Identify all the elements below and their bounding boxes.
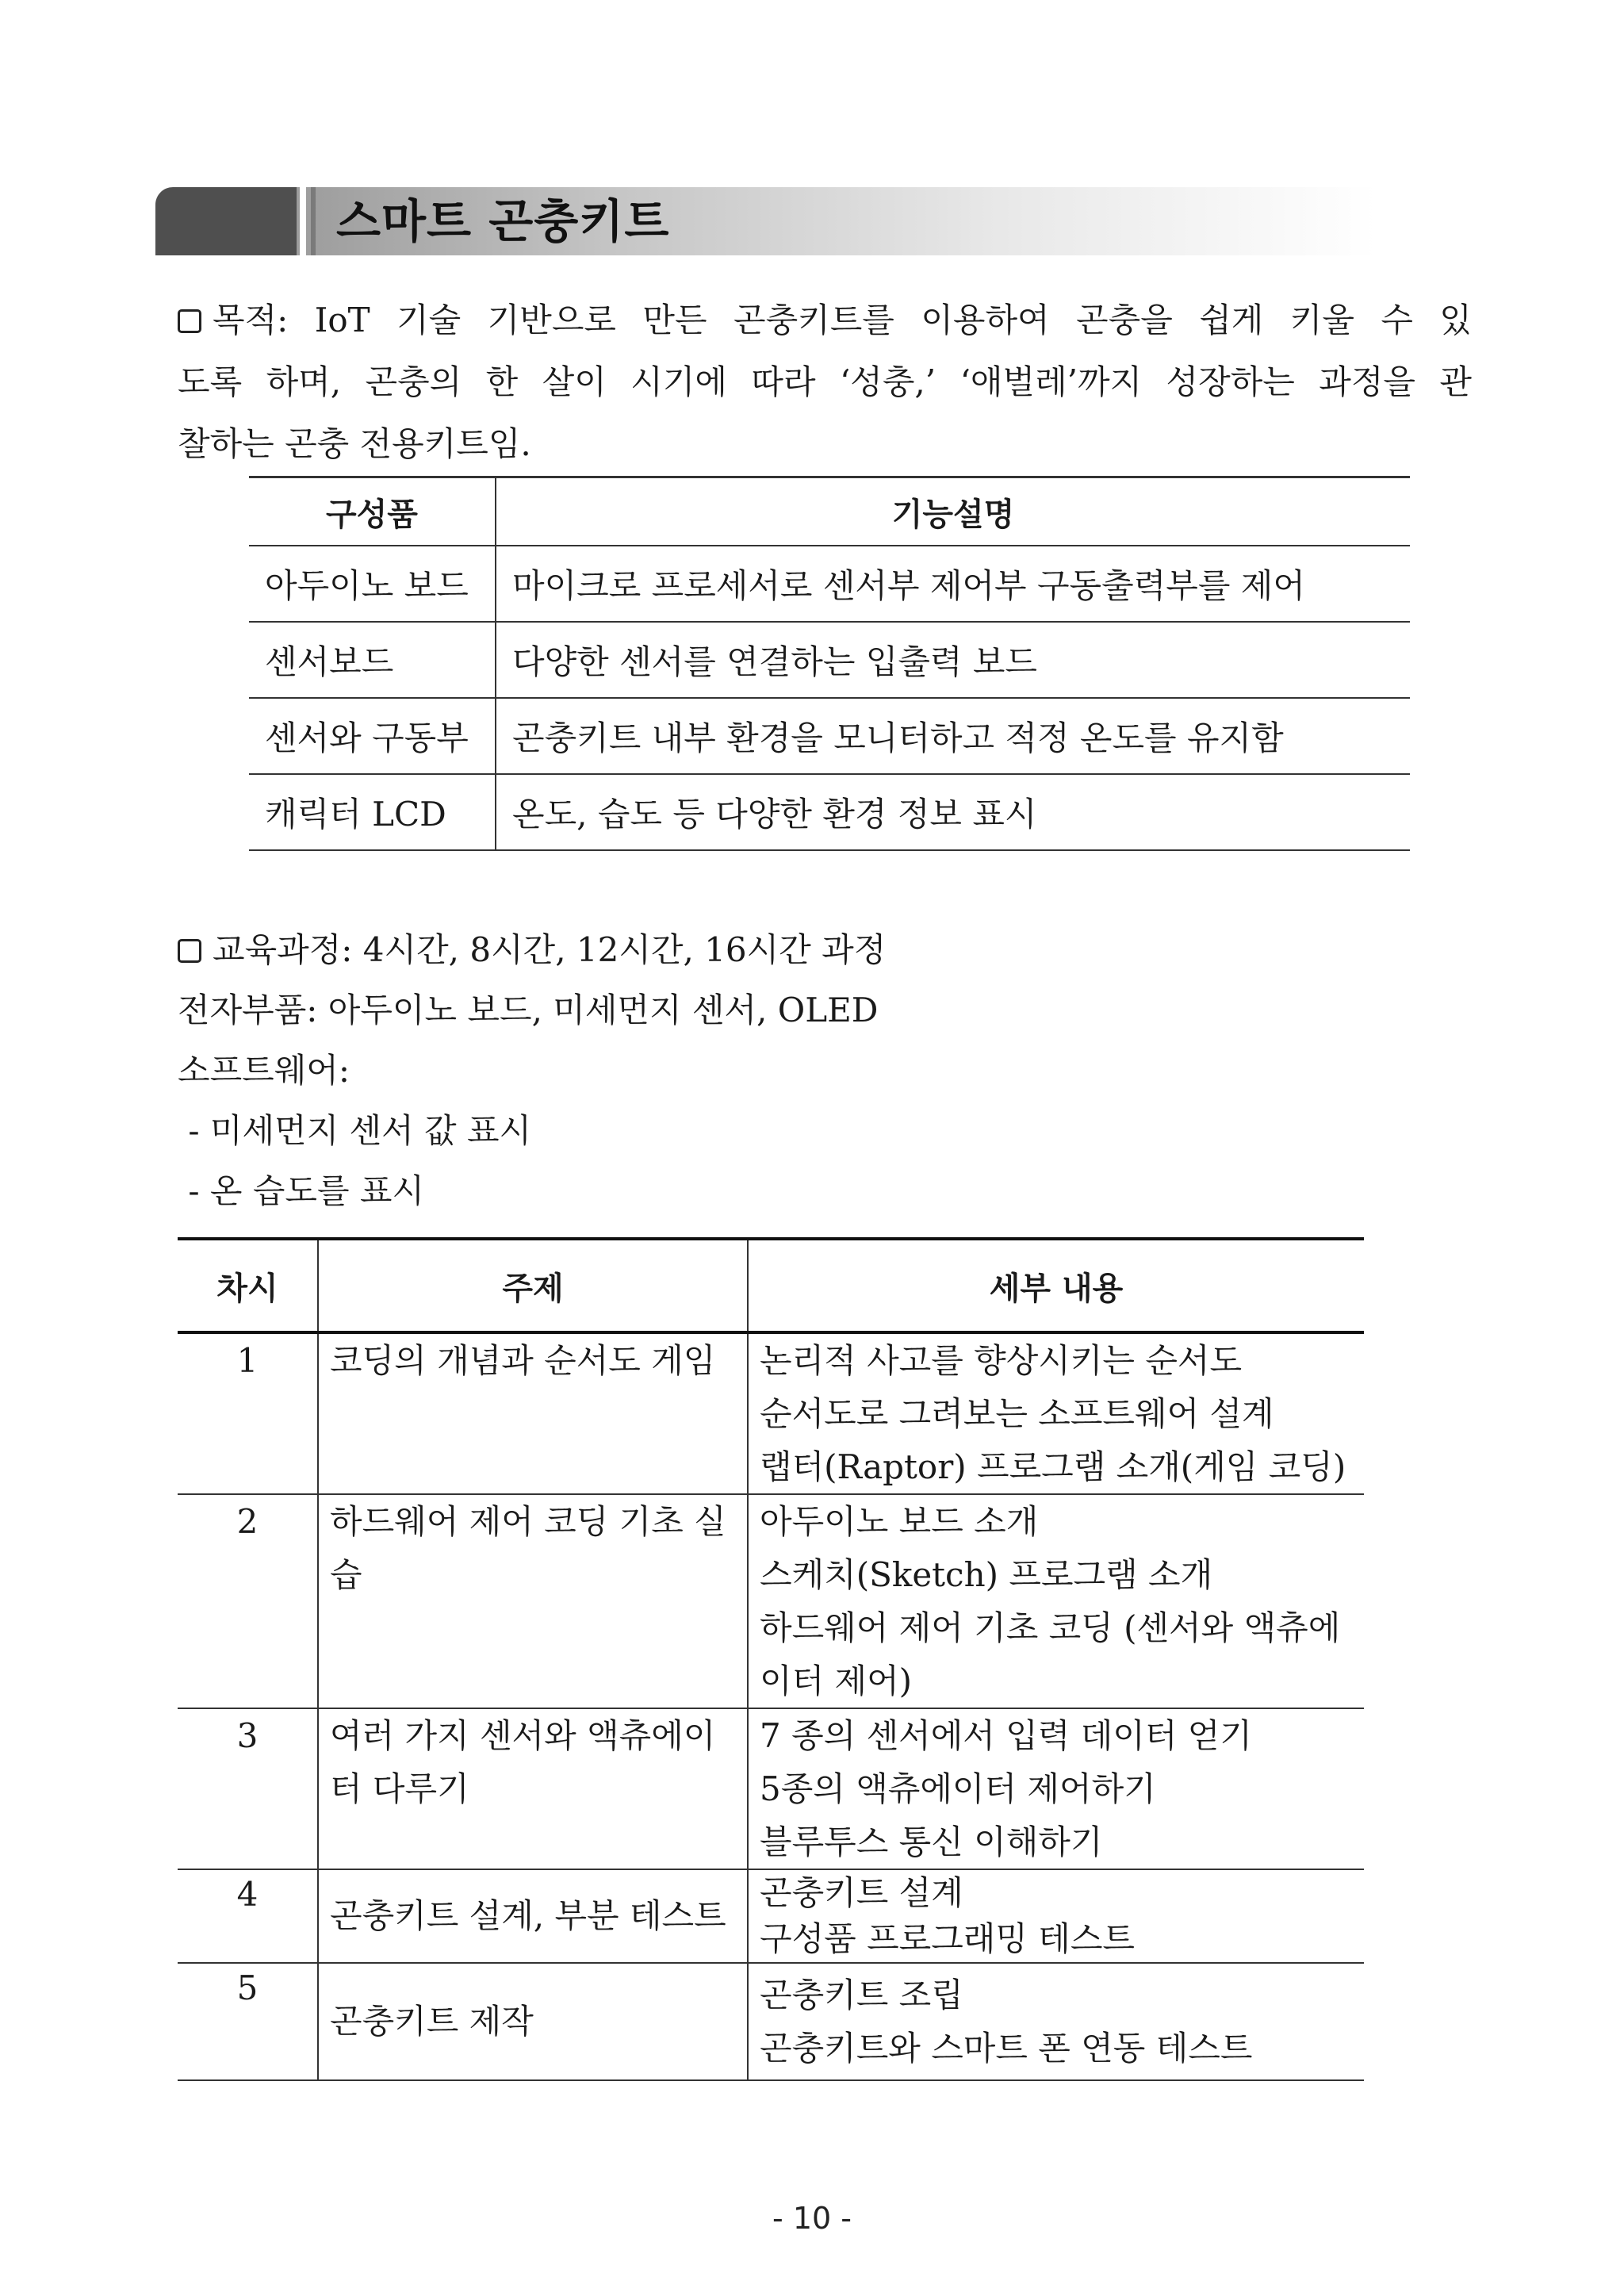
table-header-row bbox=[249, 477, 1410, 546]
table-row bbox=[249, 774, 1410, 850]
session-topic: 여러 가지 센서와 액츄에이 터 다루기 bbox=[318, 1708, 748, 1869]
table-row bbox=[178, 1494, 1364, 1708]
session-topic: 하드웨어 제어 코딩 기초 실 습 bbox=[318, 1494, 748, 1708]
table-row bbox=[178, 1332, 1364, 1494]
purpose-line-1: 목적: IoT 기술 기반으로 만든 곤충키트를 이용하여 곤충을 쉽게 키울 수 있 bbox=[178, 289, 1472, 351]
purpose-line-3: 찰하는 곤충 전용키트임. bbox=[178, 424, 531, 463]
table-header-row bbox=[178, 1239, 1364, 1332]
session-details: 7 종의 센서에서 입력 데이터 얻기 5종의 액츄에이터 제어하기 블루투스 통신 이해하기 bbox=[748, 1708, 1364, 1869]
session-topic: 곤충키트 제작 bbox=[318, 1963, 748, 2080]
curriculum-line-4: - 미세먼지 센서 값 표시 bbox=[178, 1111, 532, 1150]
table-row bbox=[249, 698, 1410, 774]
title-tab-decoration bbox=[155, 187, 297, 255]
session-number: 1 bbox=[178, 1332, 318, 1494]
header-component: 구성품 bbox=[249, 477, 496, 546]
purpose-paragraph bbox=[178, 289, 1472, 475]
checkbox-icon bbox=[178, 939, 201, 963]
curriculum-line-2: 전자부품: 아두이노 보드, 미세먼지 센서, OLED bbox=[178, 991, 879, 1029]
section-title: 스마트 곤충키트 bbox=[336, 194, 670, 248]
purpose-line-2: 도록 하며, 곤충의 한 살이 시기에 따라 ‘성충,’ ‘애벌레’까지 성장하는 과정을 관 bbox=[178, 362, 1472, 401]
header-topic: 주제 bbox=[318, 1239, 748, 1332]
session-number: 4 bbox=[178, 1869, 318, 1963]
checkbox-icon bbox=[178, 309, 201, 333]
sessions-table bbox=[178, 1237, 1364, 2081]
curriculum-line-3: 소프트웨어: bbox=[178, 1051, 350, 1090]
component-desc: 온도, 습도 등 다양한 환경 정보 표시 bbox=[496, 774, 1410, 850]
component-name: 캐릭터 LCD bbox=[249, 774, 496, 850]
session-details: 논리적 사고를 향상시키는 순서도 순서도로 그려보는 소프트웨어 설계 랩터(Raptor) 프로그램 소개(게임 코딩) bbox=[748, 1332, 1364, 1494]
component-desc: 마이크로 프로세서로 센서부 제어부 구동출력부를 제어 bbox=[496, 546, 1410, 622]
header-details: 세부 내용 bbox=[748, 1239, 1364, 1332]
curriculum-paragraph bbox=[178, 920, 1472, 1221]
section-title-banner bbox=[155, 187, 1377, 255]
session-details: 곤충키트 조립 곤충키트와 스마트 폰 연동 테스트 bbox=[748, 1963, 1364, 2080]
session-details: 곤충키트 설계 구성품 프로그래밍 테스트 bbox=[748, 1869, 1364, 1963]
session-topic: 곤충키트 설계, 부분 테스트 bbox=[318, 1869, 748, 1963]
curriculum-line-1: 교육과정: 4시간, 8시간, 12시간, 16시간 과정 bbox=[178, 920, 1472, 980]
component-name: 센서와 구동부 bbox=[249, 698, 496, 774]
title-separator bbox=[300, 187, 306, 255]
session-number: 5 bbox=[178, 1963, 318, 2080]
table-row bbox=[249, 546, 1410, 622]
table-row bbox=[178, 1869, 1364, 1963]
table-row bbox=[249, 622, 1410, 698]
table-row bbox=[178, 1963, 1364, 2080]
component-desc: 곤충키트 내부 환경을 모니터하고 적정 온도를 유지함 bbox=[496, 698, 1410, 774]
components-table bbox=[249, 476, 1410, 851]
session-topic: 코딩의 개념과 순서도 게임 bbox=[318, 1332, 748, 1494]
component-name: 센서보드 bbox=[249, 622, 496, 698]
session-number: 3 bbox=[178, 1708, 318, 1869]
page-number: - 10 - bbox=[772, 2201, 852, 2236]
header-function: 기능설명 bbox=[496, 477, 1410, 546]
session-number: 2 bbox=[178, 1494, 318, 1708]
header-session: 차시 bbox=[178, 1239, 318, 1332]
component-desc: 다양한 센서를 연결하는 입출력 보드 bbox=[496, 622, 1410, 698]
title-separator-dark bbox=[311, 187, 316, 255]
curriculum-line-5: - 온 습도를 표시 bbox=[178, 1171, 425, 1210]
component-name: 아두이노 보드 bbox=[249, 546, 496, 622]
table-row bbox=[178, 1708, 1364, 1869]
session-details: 아두이노 보드 소개 스케치(Sketch) 프로그램 소개 하드웨어 제어 기초 코딩 (센서와 액츄에 이터 제어) bbox=[748, 1494, 1364, 1708]
